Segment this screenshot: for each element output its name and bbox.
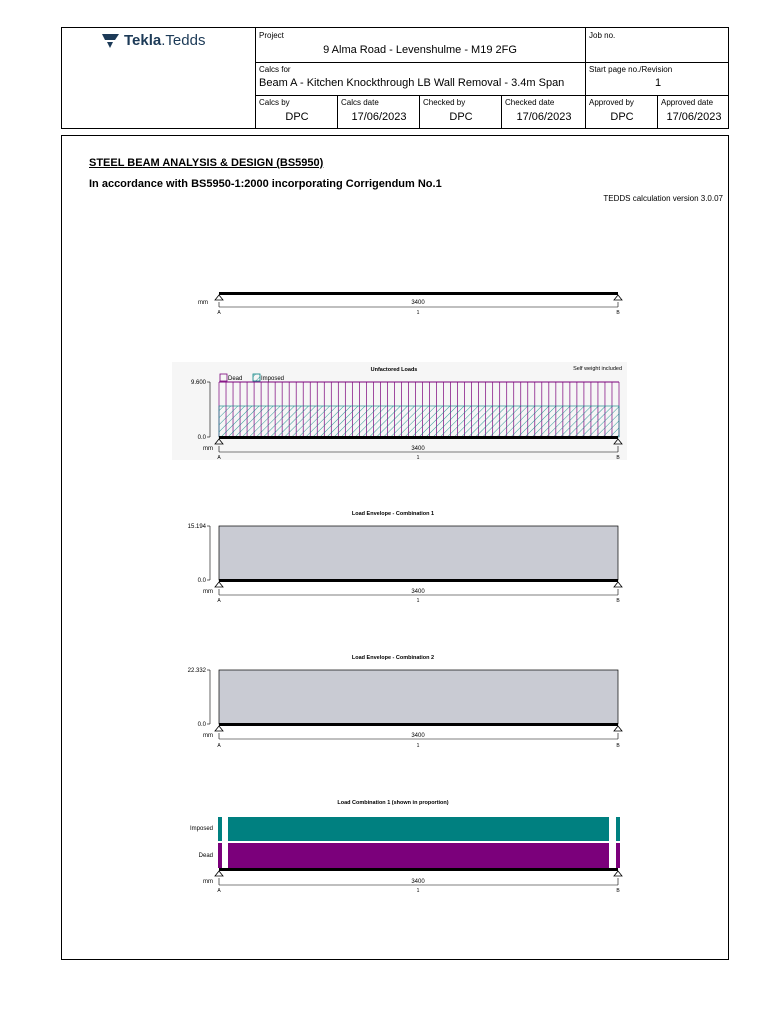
beam-line [219,292,618,295]
approved-date-value: 17/06/2023 [666,111,722,123]
env2-span-length: 3400 [411,733,425,739]
approved-by-label: Approved by [589,98,634,107]
env1-y-max: 15.194 [187,524,206,530]
env2-span-number: 1 [416,743,420,749]
env1-area [219,526,618,580]
legend-dead-label: Dead [228,376,243,382]
span-unit: mm [198,300,208,306]
logo-brand-light: .Tedds [161,32,206,49]
span-label-a: A [217,310,221,316]
combo-dead-left-support-load [218,843,222,868]
calcs-by-value: DPC [285,111,309,123]
combo-support-a-icon [215,871,223,876]
checked-by-value: DPC [449,111,473,123]
calcs-for-value: Beam A - Kitchen Knockthrough LB Wall Removal - 3.4m Span [259,77,565,89]
env2-y-zero: 0.0 [197,722,206,728]
combo-span-number: 1 [416,888,420,894]
self-weight-note: Self weight included [573,366,622,372]
env2-unit: mm [203,733,213,739]
loads-span-length: 3400 [411,446,425,452]
combo-unit: mm [203,879,213,885]
combo-imposed-left-support-load [218,817,222,841]
env2-label-b: B [616,743,620,749]
calcs-by-label: Calcs by [259,98,290,107]
combo-dead-span-load [228,843,609,868]
loads-unit: mm [203,446,213,452]
envelope-combination-2 [188,655,622,749]
project-label: Project [259,31,284,40]
support-a-icon [215,295,223,300]
legend-imposed-label: Imposed [261,376,285,382]
env1-y-zero: 0.0 [197,578,206,584]
env2-support-a-icon [215,726,223,731]
checked-date-value: 17/06/2023 [516,111,572,123]
span-label-b: B [616,310,620,316]
env1-label-a: A [217,598,221,604]
env1-span-number: 1 [416,598,420,604]
env1-support-a-icon [215,582,223,587]
loads-label-b: B [616,455,620,461]
calcs-for-label: Calcs for [259,65,291,74]
unfactored-loads-diagram [172,362,627,461]
combo-imposed-span-load [228,817,609,841]
env1-label-b: B [616,598,620,604]
legend-imposed-swatch [253,374,260,381]
calcs-date-label: Calcs date [341,98,379,107]
env1-title: Load Envelope - Combination 1 [351,511,435,517]
version-text: TEDDS calculation version 3.0.07 [603,194,723,203]
approved-by-value: DPC [610,111,634,123]
combo-beam-line [219,868,618,871]
combo-dead-right-support-load [616,843,620,868]
start-page-value: 1 [654,77,662,89]
approved-date-label: Approved date [661,98,714,107]
env2-beam-line [219,723,618,726]
combo-imposed-right-support-load [616,817,620,841]
combo-label-a: A [217,888,221,894]
loads-y-zero: 0.0 [197,435,206,441]
combo-row-imposed-label: Imposed [189,826,213,832]
combo-label-b: B [616,888,620,894]
load-combination-proportion [190,800,622,894]
calcs-date-value: 17/06/2023 [351,111,407,123]
env2-area [219,670,618,724]
loads-label-a: A [217,455,221,461]
start-page-label: Start page no./Revision [589,65,673,74]
job-no-label: Job no. [589,31,616,40]
span-length: 3400 [411,300,425,306]
page-heading: STEEL BEAM ANALYSIS & DESIGN (BS5950) [89,157,324,169]
imposed-load-area [219,406,619,437]
loads-span-number: 1 [416,455,420,461]
checked-date-label: Checked date [505,98,555,107]
combo-support-b-icon [614,871,622,876]
env1-unit: mm [203,589,213,595]
combo-row-dead-label: Dead [198,853,213,859]
span-number: 1 [416,310,420,316]
combo-span-length: 3400 [411,879,425,885]
env2-support-b-icon [614,726,622,731]
env2-label-a: A [217,743,221,749]
page-subheading: In accordance with BS5950-1:2000 incorporating Corrigendum No.1 [89,178,442,190]
combo-title: Load Combination 1 (shown in proportion) [337,800,449,806]
loads-y-max: 9.600 [190,380,206,386]
loads-title: Unfactored Loads [370,367,418,373]
project-value: 9 Alma Road - Levenshulme - M19 2FG [323,44,517,56]
env1-beam-line [219,579,618,582]
checked-by-label: Checked by [423,98,466,107]
envelope-combination-1 [188,511,622,604]
support-b-icon [614,295,622,300]
span-diagram [198,292,622,316]
logo-brand-bold: Tekla [124,32,162,49]
env1-span-length: 3400 [411,589,425,595]
env2-title: Load Envelope - Combination 2 [351,655,435,661]
env1-support-b-icon [614,582,622,587]
loads-beam-line [219,436,618,439]
env2-y-max: 22.332 [187,668,206,674]
